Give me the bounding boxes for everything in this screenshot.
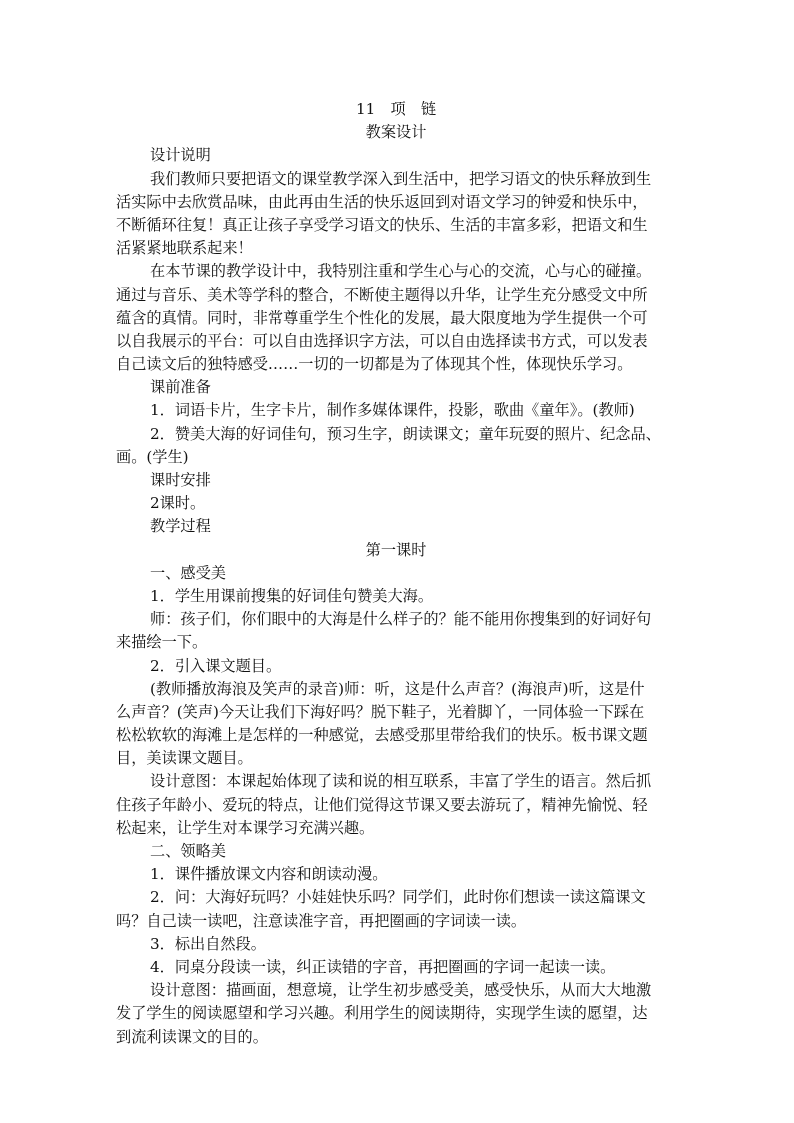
lesson-title: 11 项 链: [355, 100, 437, 118]
schedule-value: 2课时。: [150, 494, 206, 513]
design-note-heading: 设计说明: [150, 146, 211, 165]
design-note-p1-line1: 我们教师只要把语文的课堂教学深入到生活中，把学习语文的快乐释放到生: [150, 169, 652, 188]
part1-teacher2-line4: 目，美读课文题目。: [116, 749, 253, 768]
part1-intent-line2: 住孩子年龄小、爱玩的特点，让他们觉得这节课又要去游玩了，精神先愉悦、轻: [116, 795, 648, 814]
part1-teacher2-line1: (教师播放海浪及笑声的录音)师：听，这是什么声音？(海浪声)听，这是什: [150, 679, 645, 698]
preparation-item2-line2: 画。(学生): [116, 447, 189, 466]
design-note-p2-line4: 以自我展示的平台：可以自由选择识字方法，可以自由选择读书方式，可以发表: [116, 331, 648, 350]
preparation-heading: 课前准备: [150, 378, 211, 397]
lesson1-heading: 第一课时: [365, 540, 427, 559]
part2-heading: 二、领略美: [150, 842, 226, 860]
part1-teacher1-line2: 来描绘一下。: [116, 633, 208, 652]
part2-step2-line1: 2．问：大海好玩吗？小娃娃快乐吗？同学们，此时你们想读一读这篇课文: [150, 888, 646, 907]
design-note-p2-line1: 在本节课的教学设计中，我特别注重和学生心与心的交流，心与心的碰撞。: [150, 262, 652, 281]
part1-step1: 1．学生用课前搜集的好词佳句赞美大海。: [150, 586, 434, 605]
part2-step1: 1．课件播放课文内容和朗读动漫。: [150, 865, 388, 884]
lesson-subtitle: 教案设计: [365, 123, 427, 142]
part1-teacher2-line3: 松松软软的海滩上是怎样的一种感觉，去感受那里带给我们的快乐。板书课文题: [116, 726, 648, 745]
design-note-p2-line2: 通过与音乐、美术等学科的整合，不断使主题得以升华，让学生充分感受文中所: [116, 285, 648, 304]
part1-step2: 2．引入课文题目。: [150, 656, 282, 675]
design-note-p1-line2: 活实际中去欣赏品味，由此再由生活的快乐返回到对语文学习的钟爱和快乐中，: [116, 192, 648, 211]
part2-intent-line1: 设计意图：描画面，想意境，让学生初步感受美，感受快乐，从而大大地激: [150, 981, 652, 1000]
preparation-item1: 1．词语卡片，生字卡片，制作多媒体课件，投影，歌曲《童年》。(教师): [150, 401, 635, 420]
design-note-p1-line4: 活紧紧地联系起来！: [116, 239, 253, 258]
design-note-p1-line3: 不断循环往复！真正让孩子享受学习语文的快乐、生活的丰富多彩，把语文和生: [116, 215, 648, 234]
schedule-heading: 课时安排: [150, 471, 211, 489]
part1-intent-line3: 松起来，让学生对本课学习充满兴趣。: [116, 818, 375, 837]
part2-step2-line2: 吗？自己读一读吧，注意读准字音，再把圈画的字词读一读。: [116, 911, 527, 930]
design-note-p2-line3: 蕴含的真情。同时，非常尊重学生个性化的发展，最大限度地为学生提供一个可: [116, 308, 648, 327]
part1-teacher2-line2: 么声音？(笑声)今天让我们下海好吗？脱下鞋子，光着脚丫，一同体验一下踩在: [116, 702, 645, 721]
part1-teacher1-line1: 师：孩子们，你们眼中的大海是什么样子的？能不能用你搜集到的好词好句: [150, 610, 652, 629]
preparation-item2-line1: 2．赞美大海的好词佳句，预习生字，朗读课文；童年玩耍的照片、纪念品、: [150, 424, 661, 443]
document-page: [116, 98, 676, 1049]
part1-heading: 一、感受美: [150, 563, 226, 582]
part2-intent-line3: 到流利读课文的目的。: [116, 1027, 268, 1046]
process-heading: 教学过程: [150, 517, 211, 536]
part2-step4: 4．同桌分段读一读，纠正读错的字音，再把圈画的字词一起读一读。: [150, 957, 616, 976]
design-note-p2-line5: 自己读文后的独特感受……一切的一切都是为了体现其个性，体现快乐学习。: [116, 355, 633, 374]
part2-step3: 3．标出自然段。: [150, 934, 266, 953]
part2-intent-line2: 发了学生的阅读愿望和学习兴趣。利用学生的阅读期待，实现学生读的愿望，达: [116, 1004, 648, 1023]
part1-intent-line1: 设计意图：本课起始体现了读和说的相互联系，丰富了学生的语言。然后抓: [150, 772, 652, 791]
